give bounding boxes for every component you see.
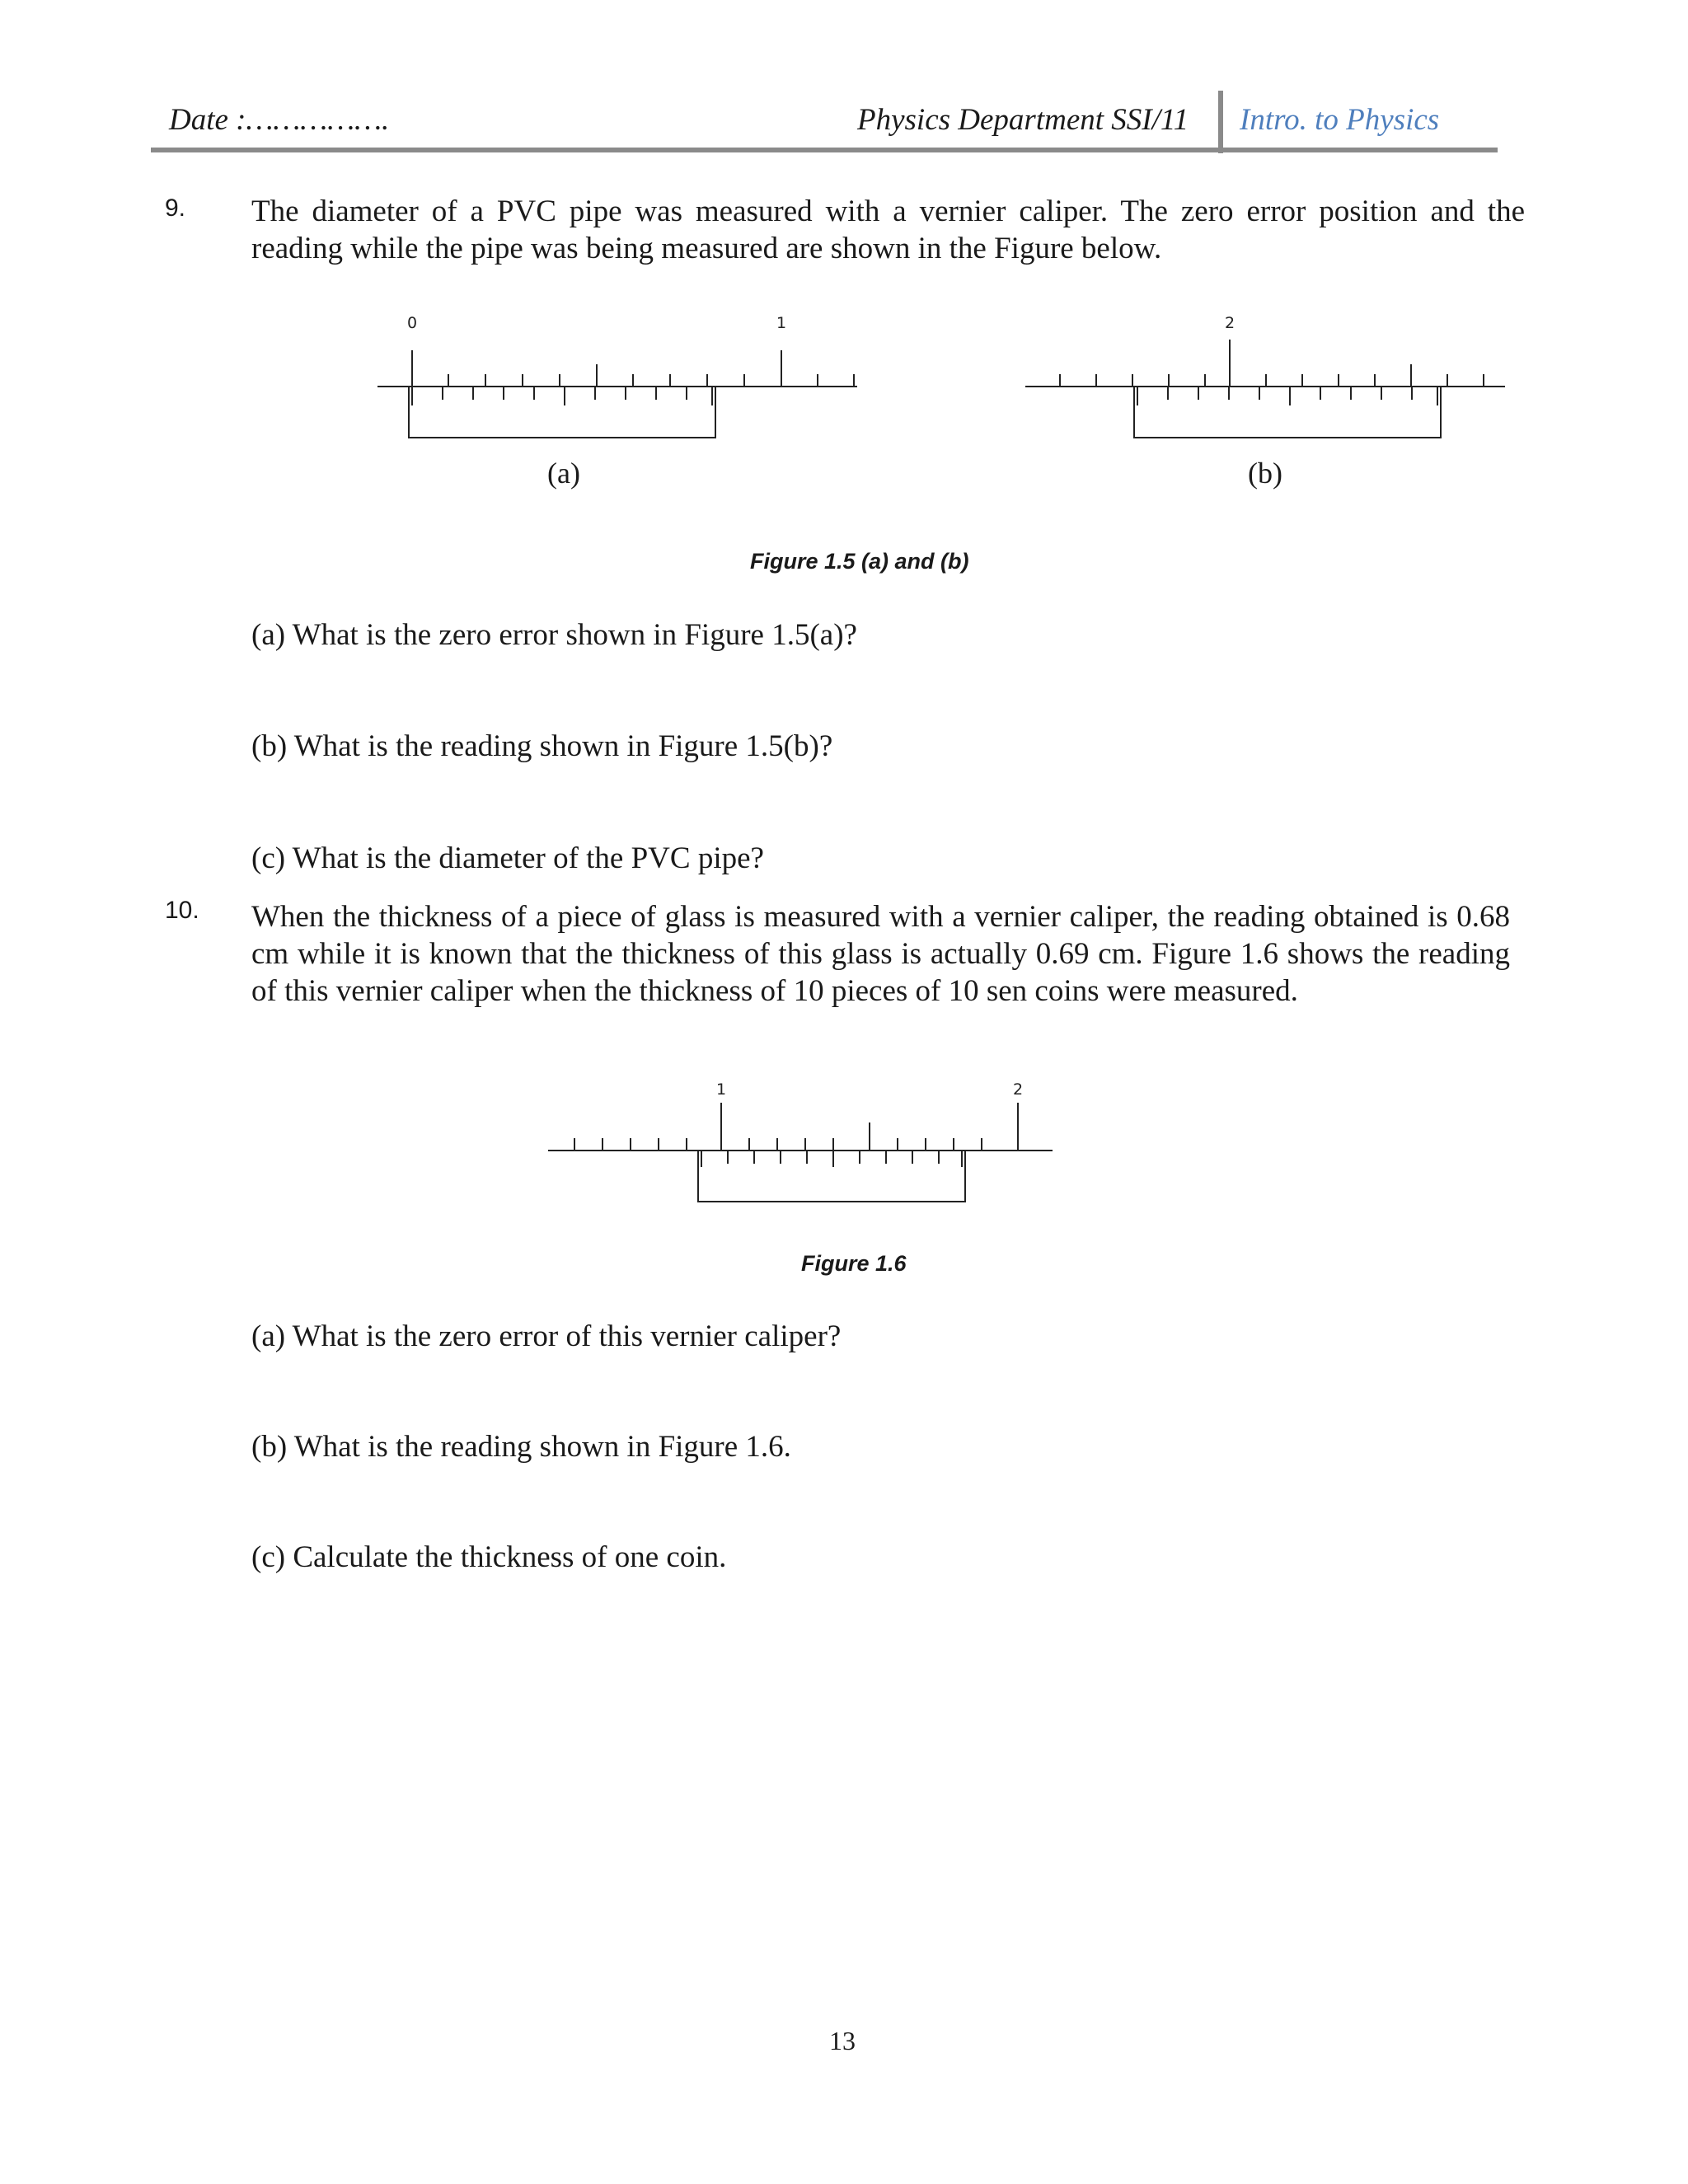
scale-label-1: 1 xyxy=(716,1080,727,1099)
question-9-number: 9. xyxy=(165,194,186,222)
figure-b-label: (b) xyxy=(1248,457,1282,490)
question-10-text: When the thickness of a piece of glass is measured with a vernier caliper, the reading obtained is 0.68 cm while it is known that the thickness of this glass is actually 0.69 cm. Figure 1.6 shows the reading of this vernier caliper when the thickness of 10 pieces of 10 sen coins were measured. xyxy=(251,900,1510,1008)
scale-label-1: 1 xyxy=(776,314,787,332)
date-label: Date :……………. xyxy=(169,103,390,137)
vernier-figure-a xyxy=(363,305,874,453)
vernier-figure-1-6 xyxy=(540,1071,1067,1220)
vernier-figure-b xyxy=(1014,305,1508,453)
header-rule xyxy=(151,148,1498,152)
question-9a: (a) What is the zero error shown in Figure 1.5(a)? xyxy=(251,618,857,652)
question-10-number: 10. xyxy=(165,897,199,924)
question-9c: (c) What is the diameter of the PVC pipe? xyxy=(251,841,764,875)
question-9b: (b) What is the reading shown in Figure 1.5(b)? xyxy=(251,729,833,763)
course-title: Intro. to Physics xyxy=(1240,103,1440,137)
figure-a-label: (a) xyxy=(547,457,580,490)
scale-label-2: 2 xyxy=(1225,314,1236,332)
question-10b: (b) What is the reading shown in Figure 1.6. xyxy=(251,1430,791,1464)
question-10c: (c) Calculate the thickness of one coin. xyxy=(251,1540,727,1574)
page-number: 13 xyxy=(829,2026,856,2055)
department-label: Physics Department SSI/11 xyxy=(857,103,1189,137)
question-10a: (a) What is the zero error of this vernier caliper? xyxy=(251,1319,842,1353)
figure-1-5-caption: Figure 1.5 (a) and (b) xyxy=(750,549,969,574)
question-9-text: The diameter of a PVC pipe was measured with a vernier caliper. The zero error position and the reading while the pipe was being measured are shown in the Figure below. xyxy=(251,194,1525,265)
scale-label-2: 2 xyxy=(1013,1080,1024,1099)
header-vertical-divider xyxy=(1218,91,1223,153)
scale-label-0: 0 xyxy=(407,314,418,332)
figure-1-6-caption: Figure 1.6 xyxy=(801,1251,907,1276)
